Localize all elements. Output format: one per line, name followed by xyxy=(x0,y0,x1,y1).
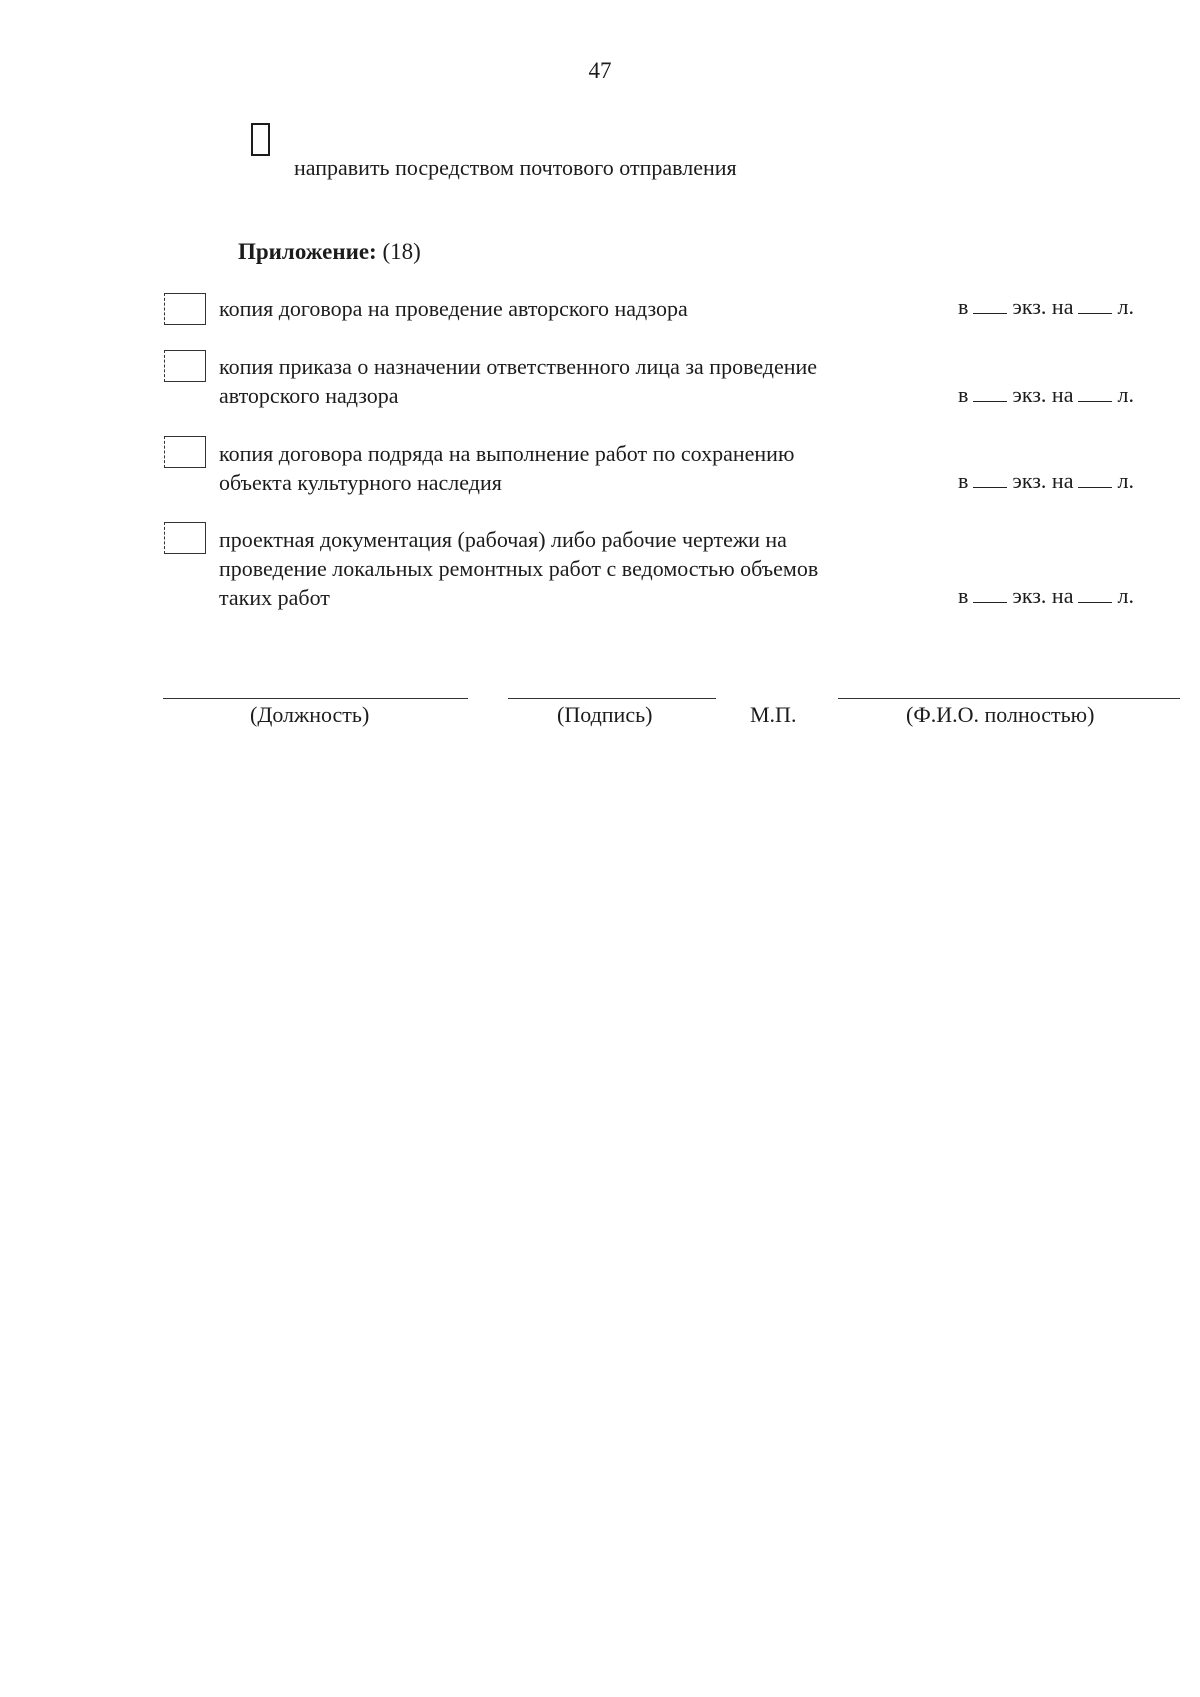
copies-field xyxy=(958,583,1134,609)
delivery-checkbox[interactable] xyxy=(251,123,270,156)
copies-word: экз. на xyxy=(1012,468,1074,493)
sheets-word: л. xyxy=(1117,583,1134,608)
copies-word: экз. на xyxy=(1012,382,1074,407)
position-caption: (Должность) xyxy=(250,702,370,727)
sheets-word: л. xyxy=(1117,294,1134,319)
appendix-item-text xyxy=(219,294,688,323)
copies-count-blank[interactable] xyxy=(973,486,1007,488)
appendix-note: (18) xyxy=(382,239,421,264)
delivery-option-label: направить посредством почтового отправления xyxy=(294,155,737,180)
copies-prefix: в xyxy=(958,583,969,608)
appendix-item-line: проектная документация (рабочая) либо рабочие чертежи на xyxy=(219,527,787,552)
copies-count-blank[interactable] xyxy=(973,601,1007,603)
full-name-caption: (Ф.И.О. полностью) xyxy=(906,702,1095,727)
appendix-item-checkbox[interactable] xyxy=(164,350,206,382)
page-number: 47 xyxy=(588,58,612,83)
copies-count-blank[interactable] xyxy=(973,400,1007,402)
position-line[interactable] xyxy=(163,698,468,699)
sheets-word: л. xyxy=(1117,382,1134,407)
appendix-item-text xyxy=(219,525,818,612)
full-name-line[interactable] xyxy=(838,698,1180,699)
copies-field xyxy=(958,468,1134,494)
copies-prefix: в xyxy=(958,294,969,319)
copies-field xyxy=(958,382,1134,408)
appendix-item-line: авторского надзора xyxy=(219,383,399,408)
copies-prefix: в xyxy=(958,382,969,407)
copies-word: экз. на xyxy=(1012,294,1074,319)
appendix-item-line: копия договора на проведение авторского надзора xyxy=(219,296,688,321)
copies-prefix: в xyxy=(958,468,969,493)
sheets-word: л. xyxy=(1117,468,1134,493)
sheets-count-blank[interactable] xyxy=(1078,486,1112,488)
copies-word: экз. на xyxy=(1012,583,1074,608)
appendix-item-line: проведение локальных ремонтных работ с ведомостью объемов xyxy=(219,556,819,581)
sheets-count-blank[interactable] xyxy=(1078,400,1112,402)
copies-count-blank[interactable] xyxy=(973,312,1007,314)
appendix-item-checkbox[interactable] xyxy=(164,436,206,468)
appendix-item-checkbox[interactable] xyxy=(164,522,206,554)
copies-field xyxy=(958,294,1134,320)
appendix-item-checkbox[interactable] xyxy=(164,293,206,325)
stamp-caption: М.П. xyxy=(750,702,797,727)
appendix-item-line: копия приказа о назначении ответственного лица за проведение xyxy=(219,354,818,379)
appendix-heading xyxy=(238,239,421,265)
signature-caption: (Подпись) xyxy=(557,702,653,727)
sheets-count-blank[interactable] xyxy=(1078,601,1112,603)
appendix-item-line: объекта культурного наследия xyxy=(219,470,502,495)
appendix-item-text xyxy=(219,439,794,497)
signature-line[interactable] xyxy=(508,698,716,699)
appendix-heading-label: Приложение: xyxy=(238,239,377,264)
appendix-item-text xyxy=(219,352,817,410)
appendix-item-line: копия договора подряда на выполнение работ по сохранению xyxy=(219,441,795,466)
appendix-item-line: таких работ xyxy=(219,585,330,610)
sheets-count-blank[interactable] xyxy=(1078,312,1112,314)
